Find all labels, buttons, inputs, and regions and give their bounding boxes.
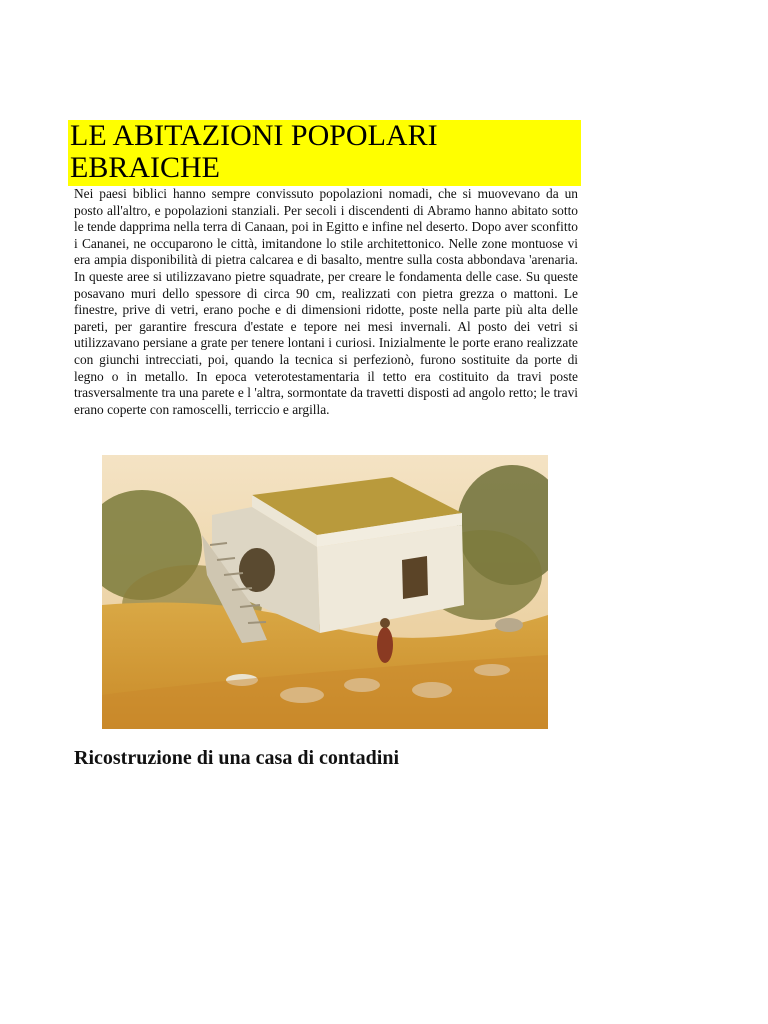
house-illustration xyxy=(102,455,548,729)
title-highlight xyxy=(68,120,581,186)
farmhouse-painting xyxy=(102,455,548,729)
page-title: LE ABITAZIONI POPOLARI EBRAICHE xyxy=(70,119,438,184)
image-caption: Ricostruzione di una casa di contadini xyxy=(74,747,400,769)
body-paragraph: Nei paesi biblici hanno sempre convissuto popolazioni nomadi, che si muovevano da un posto all'altro, e popolazioni stanziali. Per secoli i discendenti di Abramo hanno abitato sotto le tende dapprima nella terra di Canaan, poi in Egitto e infine nel deserto. Dopo aver sconfitto i Cananei, ne occuparono le città, imitandone lo stile architettonico. Nelle zone montuose vi era ampia disponibilità di pietra calcarea e di basalto, mentre sulla costa abbondava 'arenaria. In queste aree si utilizzavano pietre squadrate, per creare le fondamenta delle case. Su queste posavano muri dello spessore di circa 90 cm, realizzati con pietra grezza o mattoni. Le finestre, prive di vetri, erano poche e di dimensioni ridotte, poste nella parte più alta delle pareti, per garantire frescura d'estate e tepore nei mesi invernali. Al posto dei vetri si utilizzavano persiane a grate per tenere lontani i curiosi. Inizialmente le porte erano realizzate con giunchi intrecciati, poi, quando la tecnica si perfezionò, furono sostituite da porte di legno o in metallo. In epoca veterotestamentaria il tetto era costituito da travi poste trasversalmente tra una parete e l 'altra, sormontate da travetti disposti ad angolo retto; le travi erano coperte con ramoscelli, terriccio e argilla. xyxy=(74,186,578,417)
